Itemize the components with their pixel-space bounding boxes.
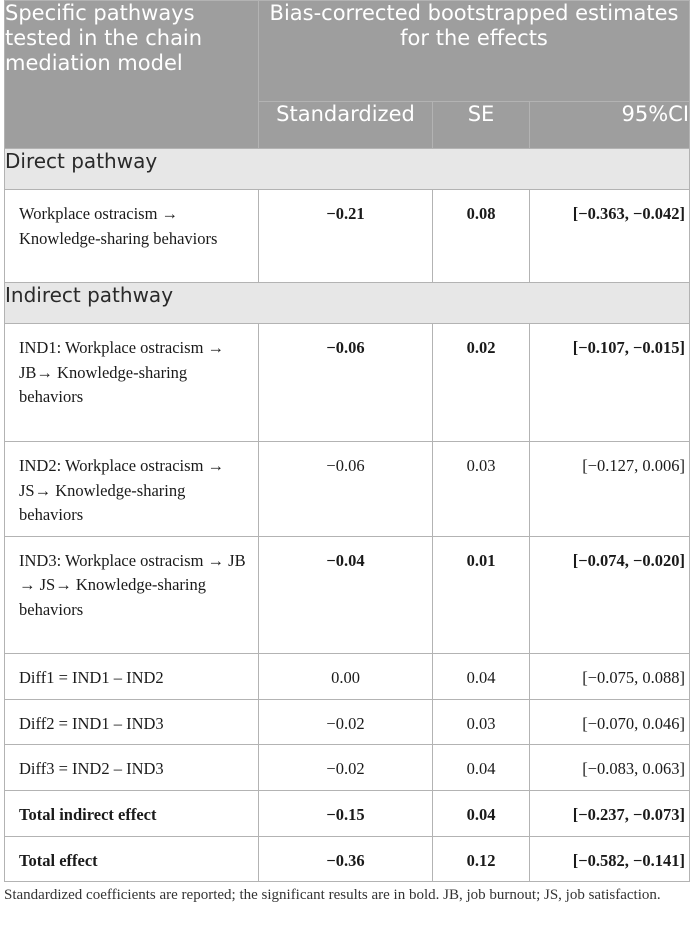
table-row [5,745,690,791]
ci-cell: [−0.107, −0.015] [530,324,690,442]
header-standardized: Standardized [259,102,433,149]
table-row [5,536,690,653]
se-cell: 0.04 [433,745,530,791]
pathway-cell: IND3: Workplace ostracism → JB → JS→ Knowledge-sharing behaviors [5,536,259,653]
se-cell: 0.04 [433,653,530,699]
se-cell: 0.03 [433,442,530,537]
pathway-cell: Total indirect effect [5,791,259,837]
standardized-cell: −0.04 [259,536,433,653]
standardized-cell: −0.15 [259,791,433,837]
se-cell: 0.08 [433,190,530,283]
standardized-cell: −0.02 [259,745,433,791]
header-ci: 95%CI [530,102,690,149]
table-row [5,442,690,537]
standardized-cell: −0.06 [259,442,433,537]
pathway-cell: Diff1 = IND1 – IND2 [5,653,259,699]
pathway-cell: Diff3 = IND2 – IND3 [5,745,259,791]
ci-cell: [−0.237, −0.073] [530,791,690,837]
standardized-cell: −0.21 [259,190,433,283]
section-indirect: Indirect pathway [5,283,690,324]
ci-cell: [−0.582, −0.141] [530,836,690,882]
standardized-cell: −0.06 [259,324,433,442]
pathway-cell: Total effect [5,836,259,882]
header-se: SE [433,102,530,149]
pathway-cell: IND2: Workplace ostracism → JS→ Knowledge-sharing behaviors [5,442,259,537]
table-row [5,324,690,442]
header-estimates: Bias-corrected bootstrapped estimates for the effects [259,1,690,102]
pathway-cell: Workplace ostracism → Knowledge-sharing behaviors [5,190,259,283]
ci-cell: [−0.075, 0.088] [530,653,690,699]
pathway-cell: Diff2 = IND1 – IND3 [5,699,259,745]
table-row [5,699,690,745]
se-cell: 0.04 [433,791,530,837]
ci-cell: [−0.074, −0.020] [530,536,690,653]
pathway-cell: IND1: Workplace ostracism → JB→ Knowledge-sharing behaviors [5,324,259,442]
table-row [5,190,690,283]
table-row [5,653,690,699]
ci-cell: [−0.083, 0.063] [530,745,690,791]
table-row [5,791,690,837]
ci-cell: [−0.363, −0.042] [530,190,690,283]
standardized-cell: 0.00 [259,653,433,699]
ci-cell: [−0.070, 0.046] [530,699,690,745]
standardized-cell: −0.36 [259,836,433,882]
se-cell: 0.12 [433,836,530,882]
ci-cell: [−0.127, 0.006] [530,442,690,537]
section-row [5,283,690,324]
se-cell: 0.02 [433,324,530,442]
table-row [5,836,690,882]
standardized-cell: −0.02 [259,699,433,745]
se-cell: 0.01 [433,536,530,653]
header-pathways: Specific pathways tested in the chain mediation model [5,1,259,149]
se-cell: 0.03 [433,699,530,745]
section-direct: Direct pathway [5,149,690,190]
table-footnote: Standardized coefficients are reported; the significant results are in bold. JB, job burnout; JS, job satisfaction. [4,887,661,903]
section-row [5,149,690,190]
mediation-table [4,0,690,882]
